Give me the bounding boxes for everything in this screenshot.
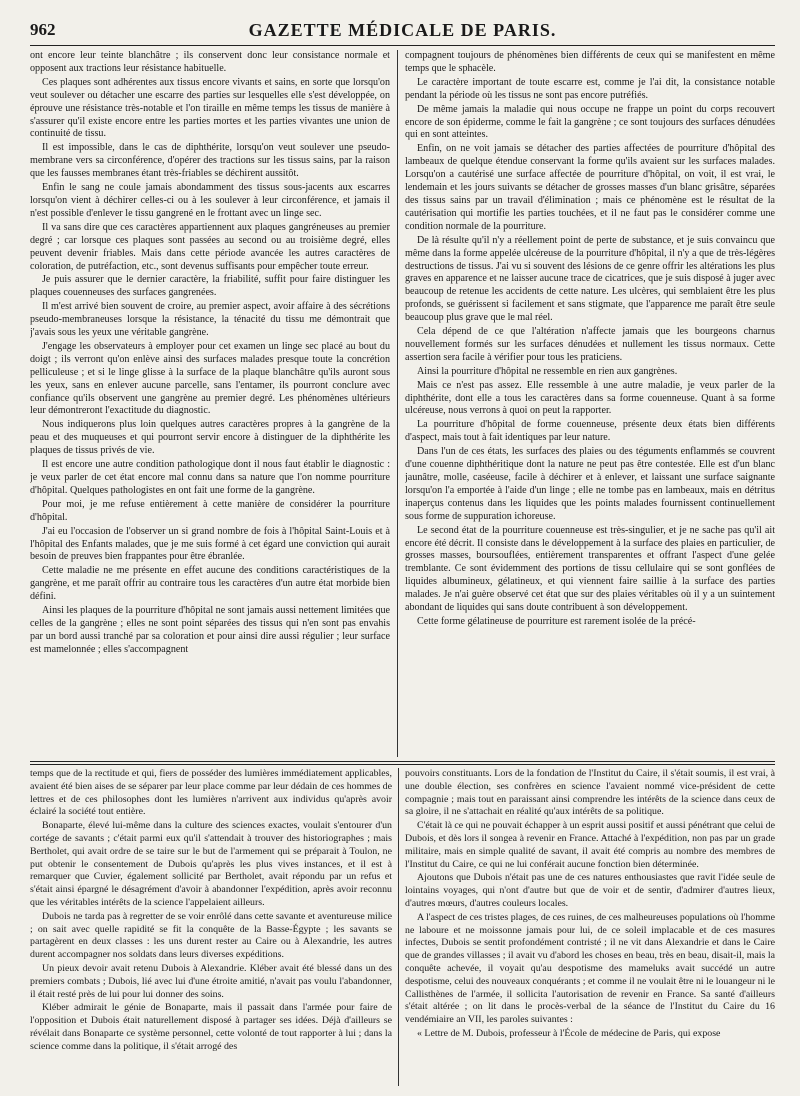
paragraph: Dans l'un de ces états, les surfaces des plaies ou des téguments enflammés se couvrent d'une couenne diphthéritique dont la nature ne peut pas être contestée. Elle est d'un blanc jaunâtre, molle, caséeuse, facile à déchirer et à enlever, et laissant une surface saignante lorsqu'on l'a emportée à l'aide d'un linge ; elle ne tombe pas en lambeaux, mais en détritus inaperçus contenus dans les liquides que les points malades fournissent continuellement sous forme de suppuration ichoreuse. [405,446,775,522]
paragraph: Ajoutons que Dubois n'était pas une de ces natures enthousiastes que ravit l'idée seule de lointains voyages, qui n'ont d'autre but que de voir et de sentir, d'admirer d'autres lieux, d'autres mœurs, d'autres couleurs locales. [405,872,775,909]
column-divider [397,50,398,757]
paragraph: Enfin, on ne voit jamais se détacher des parties affectées de pourriture d'hôpital des lambeaux de quelque étendue conservant la forme qu'ils avaient sur les surfaces malades. Lorsqu'on a cautérisé une surface affectée de pourriture d'hôpital, on voit, il est vrai, le lendemain et les jours suivants se détacher de grosses masses d'un blanc grisâtre, séparées des tissus sains par un travail d'élimination ; mais ce phénomène est le résultat de la cautérisation qui mortifie les parties touchées, et il ne faut pas le considérer comme une condition normale de la pourriture. [405,143,775,232]
section-divider [30,761,775,762]
paragraph: C'était là ce qui ne pouvait échapper à un esprit aussi positif et aussi pénétrant que celui de Dubois, et dès lors il songea à revenir en France. Attaché à l'expédition, non pas par un grade militaire, mais en simple qualité de savant, il avait été compris au nombre des membres de l'Institut du Caire, ce qui ne lui conférait aucune fonction bien déterminée. [405,820,775,870]
column-divider-lower [398,768,399,1086]
paragraph: Ainsi les plaques de la pourriture d'hôpital ne sont jamais aussi nettement limitées que celles de la gangrène ; elles ne sont point séparées des tissus qui n'en sont pas envahis par un bord aussi tranché par sa coloration et pour ainsi dire aussi régulier ; leur surface est mamelonnée ; elles s'accompagnent [30,605,390,655]
paragraph: A l'aspect de ces tristes plages, de ces ruines, de ces malheureuses populations où l'homme ne laboure et ne moissonne jamais pour lui, de ce soleil implacable et de ces masures infectes, Dubois se sentit profondément contristé ; il ne vit dans Alexandrie et dans le Caire que de grandes villasses ; il avait vu d'abord les choses en beau, très en beau, disait-il, mais la conquête achevée, il voyait qu'au despotisme des mameluks avait succédé un autre despotisme, celui des nouveaux conquérants ; et comme il ne voulait être ni le louangeur ni le Callisthènes de l'armée, il sollicita l'autorisation de revenir en France. Sa santé d'ailleurs s'était altérée ; on lit dans le procès-verbal de la séance de l'Institut du Caire du 16 vendémiaire an VII, les paroles suivantes : [405,911,775,1026]
lower-right-column [405,768,775,1086]
upper-left-column [30,50,390,757]
page-title: GAZETTE MÉDICALE DE PARIS. [248,20,557,40]
paragraph: J'engage les observateurs à employer pour cet examen un linge sec placé au bout du doigt ; ils verront qu'on enlève ainsi des surfaces malades presque toute la concrétion pelliculeuse ; et si le linge glisse à la surface de la plaque blanchâtre qu'ils auront sous les yeux, sans en enlever aucune parcelle, sans l'entamer, ils pourront conclure avec confiance qu'ils observent une gangrène au premier degré. Les phénomènes ultérieurs leur démontreront l'exactitude du diagnostic. [30,340,390,417]
paragraph: La pourriture d'hôpital de forme couenneuse, présente deux états bien différents d'aspect, mais tout à fait identiques par leur nature. [405,419,775,444]
paragraph: Je puis assurer que le dernier caractère, la friabilité, suffit pour faire distinguer les plaques couenneuses des surfaces gangrenées. [30,274,390,299]
paragraph: Cette forme gélatineuse de pourriture est rarement isolée de la précé- [417,615,696,627]
paragraph: ont encore leur teinte blanchâtre ; ils conservent donc leur consistance normale et opposent aux tractions leur résistance habituelle. [30,50,390,74]
paragraph: Bonaparte, élevé lui-même dans la culture des sciences exactes, voulait s'entourer d'un cortége de savants ; c'était parmi eux qu'il s'attendait à trouver des historiographes ; mais Bertholet, qui avait ordre de se taire sur le but de l'armement qui se préparait à Toulon, ne put obtenir le consentement de Dubois qu'après les plus vives instances, et il est à remarquer que Cuvier, également sollicité par Bertholet, avait répondu par un refus et s'était ainsi épargné le désagrément d'avoir à abandonner l'expédition, après avoir reconnu que les véritables intérêts de la science l'appelaient ailleurs. [30,820,392,908]
paragraph: J'ai eu l'occasion de l'observer un si grand nombre de fois à l'hôpital Saint-Louis et à l'hôpital des Enfants malades, que je me suis formé à cet égard une conviction qui aurait besoin de preuves bien frappantes pour être ébranlée. [30,525,390,563]
paragraph: Il m'est arrivé bien souvent de croire, au premier aspect, avoir affaire à des sécrétions pseudo-membraneuses lorsque la résistance, la ténacité du tissu me démontrait que j'avais sous les yeux une véritable gangrène. [30,301,390,339]
paragraph: Un pieux devoir avait retenu Dubois à Alexandrie. Kléber avait été blessé dans un des premiers combats ; Dubois, lié avec lui d'une étroite amitié, n'avait pas voulu l'abandonner, il était resté près de lui pour lui donner des soins. [30,962,392,1000]
paragraph: Enfin le sang ne coule jamais abondamment des tissus sous-jacents aux escarres lorsqu'on vient à déchirer celles-ci ou à les soulever à leur circonférence, et jamais il n'est possible d'enlever le tissu gangrené en le frottant avec un linge sec. [30,182,390,219]
upper-right-column [405,50,775,757]
paragraph: « Lettre de M. Dubois, professeur à l'École de médecine de Paris, qui expose [417,1027,721,1039]
paragraph: Il est impossible, dans le cas de diphthérite, lorsqu'on veut soulever une pseudo-membrane vers sa circonférence, d'opérer des tractions sur les tissus sains, par la raison que les fausses membranes étant très-friables se déchirent aussitôt. [30,142,390,180]
paragraph: Dubois ne tarda pas à regretter de se voir enrôlé dans cette savante et aventureuse milice ; on sait avec quelle rapidité se fit la conquête de la Basse-Égypte ; les savants se partagèrent en deux classes : les uns durent rester au Caire ou à Alexandrie, les autres durent accompagner nos soldats dans leurs diverses expéditions. [30,910,392,961]
paragraph: Nous indiquerons plus loin quelques autres caractères propres à la gangrène de la peau et des muqueuses et qui pourront servir encore à distinguer de la diphthérite les plaques de tissus privés de vie. [30,419,390,457]
paragraph: Ainsi la pourriture d'hôpital ne ressemble en rien aux gangrènes. [417,365,678,377]
paragraph: Mais ce n'est pas assez. Elle ressemble à une autre maladie, je veux parler de la diphthérite, dont elle a tous les caractères dans sa forme couenneuse. Quant à sa forme ulcéreuse, nous verrons à quoi on peut la rapporter. [405,379,775,417]
paragraph: Le caractère important de toute escarre est, comme je l'ai dit, la consistance notable pendant la période où les tissus ne sont pas encore putréfiés. [405,76,775,101]
paragraph: Kléber admirait le génie de Bonaparte, mais il passait dans l'armée pour faire de l'opposition et Dubois était naturellement disposé à partager ses idées. Déjà d'ailleurs se révélait dans Bonaparte ce système personnel, cette volonté de tout rapporter à lui ; dans la science comme dans la politique, il s'était arrogé des [30,1002,392,1052]
paragraph: Cette maladie ne me présente en effet aucune des conditions caractéristiques de la gangrène, et me paraît offrir au contraire tous les caractères d'un autre état morbide bien défini. [30,565,390,603]
paragraph: Ces plaques sont adhérentes aux tissus encore vivants et sains, en sorte que lorsqu'on veut soulever ou détacher une escarre des parties sur lesquelles elle s'est développée, on éprouve une résistance très-notable et l'on tiraille en même temps les tissus de manière à s'assurer qu'il existe encore entre les parties mortes et les parties vivantes une union de continuité de tissu. [30,76,390,140]
paragraph: Le second état de la pourriture couenneuse est très-singulier, et je ne sache pas qu'il ait encore été décrit. Il consiste dans le développement à la surface des plaies en particulier, de grosses masses, boursouflées, entièrement transparentes et offrant l'aspect d'une gelée tremblante. Ce sont évidemment des portions de tissu cellulaire qui se sont gonflées de liquides albumineux, gélatineux, et qui viennent faire saillie à la surface des parties malades. Je n'ai guère observé cet état que sur des plaies véritables où il y a un suintement abondant de liquides qui sans doute contribuent à son développement. [405,524,775,614]
paragraph: De même jamais la maladie qui nous occupe ne frappe un point du corps recouvert encore de son épiderme, comme le fait la gangrène ; ce sont toujours des surfaces dénudées qui en sont atteintes. [405,103,775,141]
page-header [30,20,775,44]
lower-left-column [30,768,392,1086]
paragraph: pouvoirs constituants. Lors de la fondation de l'Institut du Caire, il s'était soumis, il est vrai, à une double élection, ses confrères en science l'avaient nommé vice-président de cette compagnie ; mais tout en paraissant ainsi comprendre les intérêts de la science dans ceux de sa gloire, il ne s'attachait en réalité qu'aux intérêts de sa politique. [405,768,775,818]
paragraph: Pour moi, je me refuse entièrement à cette manière de considérer la pourriture d'hôpital. [30,498,390,523]
header-rule [30,45,775,46]
paragraph: Cela dépend de ce que l'altération n'affecte jamais que les bourgeons charnus nouvellement formés sur les surfaces dénudées et nullement les tissus normaux. Cette assertion sera facile à vérifier pour tous les praticiens. [405,326,775,363]
section-divider-thin [30,764,775,765]
paragraph: De là résulte qu'il n'y a réellement point de perte de substance, et je suis convaincu que même dans la forme appelée ulcéreuse de la pourriture d'hôpital, il n'y a que de très-légères destructions de tissus. J'ai vu si souvent des lésions de ce genre offrir les altérations les plus graves en apparence et ne laisser aucune trace de cicatrices, que je suis disposé à juger avec beaucoup de retenue les accidents de cette nature. Les ulcères, qui semblaient être les plus profonds, se guérissent si facilement et sans stigmate, que l'apparence me paraît être seule beaucoup plus grave que le mal réel. [405,234,775,324]
paragraph: compagnent toujours de phénomènes bien différents de ceux qui se manifestent en même temps que le sphacèle. [405,50,775,74]
paragraph: Il va sans dire que ces caractères appartiennent aux plaques gangréneuses au premier degré ; car lorsque ces plaques sont passées au second ou au troisième degré, elles peuvent devenir friables. Mais dans cette période avancée les autres caractères de coloration, de putréfaction, etc., sont devenus suffisants pour empêcher toute erreur. [30,221,390,272]
page-number: 962 [30,20,56,39]
paragraph: Il est encore une autre condition pathologique dont il nous faut établir le diagnostic : je veux parler de cet état encore mal connu dans sa nature que l'on nomme pourriture d'hôpital. Quelques pathologistes en ont fait une forme de la gangrène. [30,459,390,496]
paragraph: temps que de la rectitude et qui, fiers de posséder des lumières immédiatement applicables, avaient été bien aises de se séparer par leur place comme par leur dédain de ces hommes de lettres et de ces philosophes dont les lumières n'arrivent aux individus qu'après avoir éclairé la société tout entière. [30,768,392,818]
